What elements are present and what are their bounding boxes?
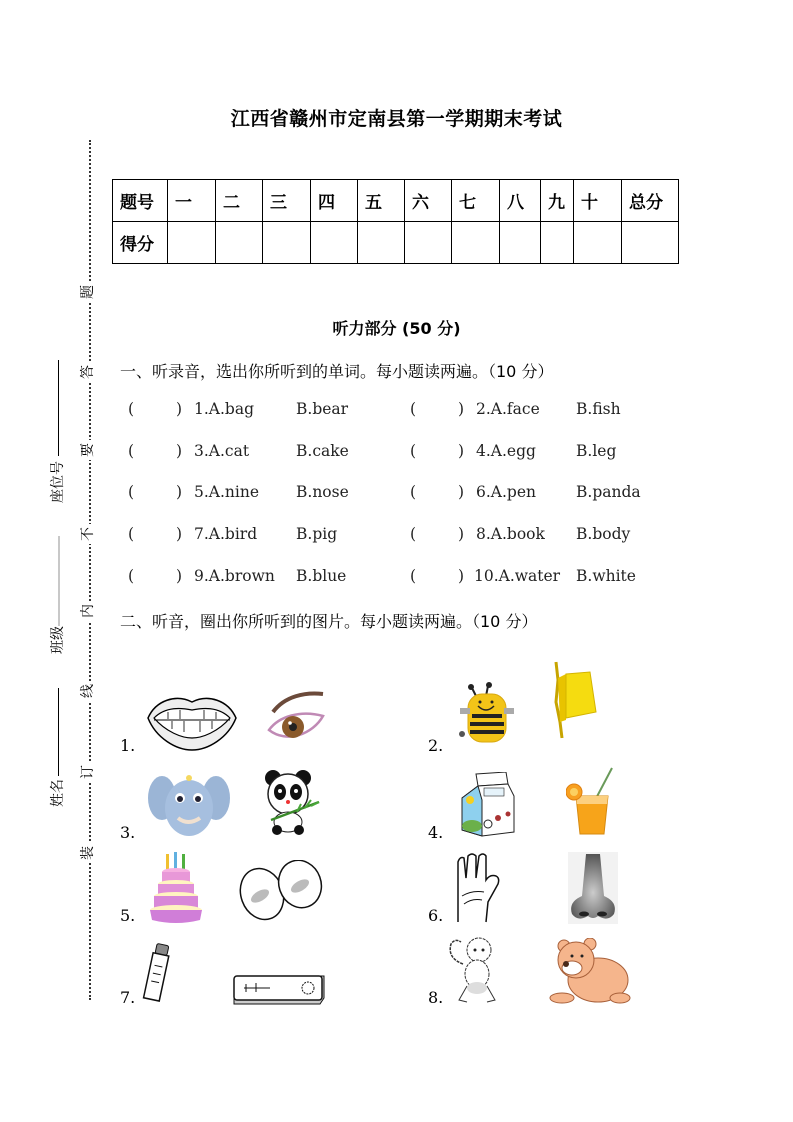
answer-paren-close: ) [176, 400, 183, 418]
answer-paren-close: ) [458, 567, 465, 585]
name-label: 姓名 [50, 779, 66, 807]
score-table [112, 179, 679, 264]
answer-paren-open[interactable]: ( [410, 483, 417, 501]
option-b: B.white [576, 567, 636, 585]
score-cell[interactable] [541, 222, 574, 264]
score-cell[interactable] [168, 222, 216, 264]
margin-char: 装 [78, 843, 98, 863]
question-10: 10.A.water [474, 567, 561, 585]
column-header: 十 [574, 180, 622, 222]
header-label: 题号 [113, 180, 168, 222]
margin-char: 内 [78, 601, 98, 621]
answer-paren-close: ) [176, 442, 183, 460]
answer-paren-open[interactable]: ( [410, 400, 417, 418]
column-header: 八 [500, 180, 541, 222]
picture-item-number: 8. [428, 988, 444, 1007]
margin-char: 答 [78, 362, 98, 382]
column-header: 一 [168, 180, 216, 222]
bear-icon[interactable] [548, 938, 632, 1004]
margin-char: 订 [78, 762, 98, 782]
class-label: 班级 [50, 626, 66, 654]
margin-char: 要 [78, 440, 98, 460]
birthday-cake-icon[interactable] [146, 848, 206, 924]
eggs-icon[interactable] [238, 860, 326, 922]
answer-paren-close: ) [458, 525, 465, 543]
question-9: 9.A.brown [194, 567, 275, 585]
score-cell[interactable] [216, 222, 263, 264]
part2-heading: 二、听音，圈出你所听到的图片。每小题读两遍。（10 分） [120, 612, 538, 631]
answer-paren-open[interactable]: ( [128, 400, 135, 418]
answer-paren-open[interactable]: ( [128, 442, 135, 460]
picture-item-number: 4. [428, 823, 444, 842]
answer-paren-open[interactable]: ( [410, 525, 417, 543]
score-cell[interactable] [358, 222, 405, 264]
eye-icon[interactable] [265, 690, 327, 746]
score-cell[interactable] [311, 222, 358, 264]
glue-stick-icon[interactable] [142, 942, 172, 1004]
question-8: 8.A.book [476, 525, 545, 543]
hand-icon[interactable] [452, 852, 504, 924]
monkey-icon[interactable] [445, 934, 503, 1004]
option-b: B.leg [576, 442, 617, 460]
score-cell[interactable] [500, 222, 541, 264]
column-header: 九 [541, 180, 574, 222]
score-cell[interactable] [263, 222, 311, 264]
option-b: B.cake [296, 442, 349, 460]
picture-item-number: 5. [120, 906, 136, 925]
picture-item-number: 2. [428, 736, 444, 755]
question-4: 4.A.egg [476, 442, 536, 460]
score-cell[interactable] [452, 222, 500, 264]
option-b: B.panda [576, 483, 641, 501]
answer-paren-open[interactable]: ( [128, 525, 135, 543]
score-cell[interactable] [622, 222, 679, 264]
class-field[interactable] [58, 536, 60, 626]
exam-title: 江西省赣州市定南县第一学期期末考试 [230, 108, 563, 130]
answer-paren-close: ) [458, 442, 465, 460]
score-label: 得分 [113, 222, 168, 264]
column-header: 四 [311, 180, 358, 222]
yellow-hat-icon[interactable] [552, 660, 602, 740]
picture-item-number: 3. [120, 823, 136, 842]
panda-icon[interactable] [263, 768, 325, 836]
picture-item-number: 1. [120, 736, 136, 755]
answer-paren-close: ) [176, 567, 183, 585]
name-field[interactable] [58, 688, 59, 776]
answer-paren-open[interactable]: ( [128, 483, 135, 501]
column-header: 五 [358, 180, 405, 222]
part1-heading: 一、听录音，选出你所听到的单词。每小题读两遍。（10 分） [120, 362, 554, 381]
column-header: 七 [452, 180, 500, 222]
option-b: B.fish [576, 400, 621, 418]
column-header: 二 [216, 180, 263, 222]
option-b: B.bear [296, 400, 349, 418]
score-cell[interactable] [405, 222, 452, 264]
elephant-icon[interactable] [148, 770, 230, 838]
column-header: 三 [263, 180, 311, 222]
question-3: 3.A.cat [194, 442, 250, 460]
column-header: 六 [405, 180, 452, 222]
orange-juice-icon[interactable] [566, 766, 618, 838]
binding-dotted-line [89, 140, 91, 1000]
picture-item-number: 6. [428, 906, 444, 925]
question-7: 7.A.bird [194, 525, 258, 543]
answer-paren-open[interactable]: ( [410, 442, 417, 460]
bee-backpack-icon[interactable] [458, 680, 520, 746]
margin-char: 题 [78, 282, 98, 302]
option-b: B.nose [296, 483, 349, 501]
nose-icon[interactable] [568, 852, 618, 924]
milk-carton-icon[interactable] [460, 772, 516, 838]
question-2: 2.A.face [476, 400, 540, 418]
picture-item-number: 7. [120, 988, 136, 1007]
score-table-score-row [113, 222, 679, 264]
score-cell[interactable] [574, 222, 622, 264]
answer-paren-close: ) [458, 400, 465, 418]
column-header: 总分 [622, 180, 679, 222]
answer-paren-open[interactable]: ( [410, 567, 417, 585]
margin-char: 不 [78, 524, 98, 544]
section-title: 听力部分 (50 分) [332, 319, 461, 338]
mouth-icon[interactable] [146, 692, 238, 752]
score-table-header-row [113, 180, 679, 222]
answer-paren-close: ) [458, 483, 465, 501]
margin-char: 线 [78, 681, 98, 701]
seat-number-label: 座位号 [50, 461, 66, 503]
option-b: B.blue [296, 567, 347, 585]
question-1: 1.A.bag [194, 400, 255, 418]
pencil-box-icon[interactable] [230, 972, 328, 1006]
seat-number-field[interactable] [58, 360, 59, 456]
question-5: 5.A.nine [194, 483, 260, 501]
answer-paren-close: ) [176, 525, 183, 543]
option-b: B.body [576, 525, 631, 543]
answer-paren-open[interactable]: ( [128, 567, 135, 585]
answer-paren-close: ) [176, 483, 183, 501]
option-b: B.pig [296, 525, 338, 543]
question-6: 6.A.pen [476, 483, 536, 501]
